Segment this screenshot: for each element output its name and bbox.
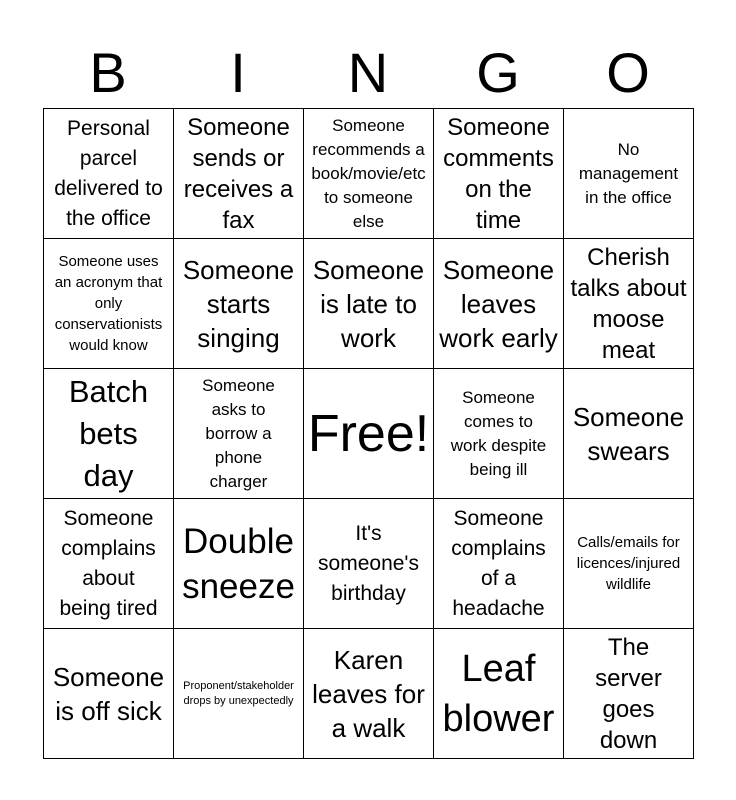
cell-text: Cherish talks about moose meat bbox=[570, 243, 687, 364]
bingo-cell[interactable] bbox=[564, 369, 694, 499]
bingo-cell[interactable] bbox=[174, 369, 304, 499]
bingo-cell[interactable] bbox=[44, 239, 174, 369]
bingo-cell[interactable] bbox=[304, 109, 434, 239]
header-letter-o: O bbox=[606, 41, 650, 104]
bingo-cell[interactable] bbox=[174, 109, 304, 239]
cell-text: Double sneeze bbox=[182, 521, 295, 606]
cell-text: Personal parcel delivered to the office bbox=[54, 116, 163, 230]
cell-text: Karen leaves for a walk bbox=[312, 644, 425, 743]
bingo-cell[interactable] bbox=[174, 629, 304, 759]
cell-text: Someone complains about being tired bbox=[59, 506, 158, 620]
cell-text: Someone uses an acronym that only conservationists would know bbox=[54, 253, 163, 354]
cell-text: No management in the office bbox=[578, 139, 679, 207]
cell-text: Someone complains of a headache bbox=[451, 506, 546, 620]
bingo-cell[interactable] bbox=[564, 499, 694, 629]
cell-text: Proponent/stakeholder drops by unexpectedly bbox=[183, 679, 294, 707]
bingo-header bbox=[43, 38, 693, 108]
header-letter-n: N bbox=[347, 41, 389, 104]
cell-text: Someone comments on the time bbox=[443, 113, 554, 234]
bingo-cell[interactable] bbox=[304, 239, 434, 369]
bingo-cell[interactable] bbox=[304, 629, 434, 759]
bingo-cell[interactable] bbox=[564, 239, 694, 369]
cell-text: Someone leaves work early bbox=[439, 254, 558, 353]
cell-text: Someone is late to work bbox=[312, 254, 425, 353]
bingo-cell[interactable] bbox=[434, 239, 564, 369]
bingo-cell[interactable] bbox=[174, 499, 304, 629]
cell-text: Calls/emails for licences/injured wildlife bbox=[576, 534, 681, 593]
bingo-grid bbox=[43, 108, 694, 759]
cell-text: Leaf blower bbox=[442, 647, 555, 740]
bingo-cell[interactable] bbox=[44, 369, 174, 499]
header-letter-i: I bbox=[230, 41, 246, 104]
bingo-cell[interactable] bbox=[434, 369, 564, 499]
bingo-cell[interactable] bbox=[174, 239, 304, 369]
free-space-cell[interactable] bbox=[304, 369, 434, 499]
bingo-cell[interactable] bbox=[434, 629, 564, 759]
cell-text: Someone is off sick bbox=[52, 661, 165, 726]
bingo-cell[interactable] bbox=[434, 499, 564, 629]
cell-text: Someone sends or receives a fax bbox=[183, 113, 294, 234]
cell-text: Someone swears bbox=[572, 401, 685, 466]
header-letter-b: B bbox=[89, 41, 127, 104]
cell-text: It's someone's birthday bbox=[318, 521, 419, 605]
bingo-cell[interactable] bbox=[564, 109, 694, 239]
bingo-cell[interactable] bbox=[44, 499, 174, 629]
bingo-cell[interactable] bbox=[564, 629, 694, 759]
cell-text: Someone asks to borrow a phone charger bbox=[202, 375, 275, 491]
bingo-cell[interactable] bbox=[304, 499, 434, 629]
cell-text: Someone recommends a book/movie/etc to someone else bbox=[311, 115, 426, 231]
cell-text: Batch bets day bbox=[68, 373, 149, 493]
bingo-cell[interactable] bbox=[434, 109, 564, 239]
cell-text: The server goes down bbox=[595, 633, 662, 754]
bingo-cell[interactable] bbox=[44, 109, 174, 239]
bingo-cell[interactable] bbox=[44, 629, 174, 759]
cell-text: Someone comes to work despite being ill bbox=[450, 387, 547, 479]
free-space-text: Free! bbox=[307, 404, 430, 463]
cell-text: Someone starts singing bbox=[182, 254, 295, 353]
header-letter-g: G bbox=[476, 41, 520, 104]
